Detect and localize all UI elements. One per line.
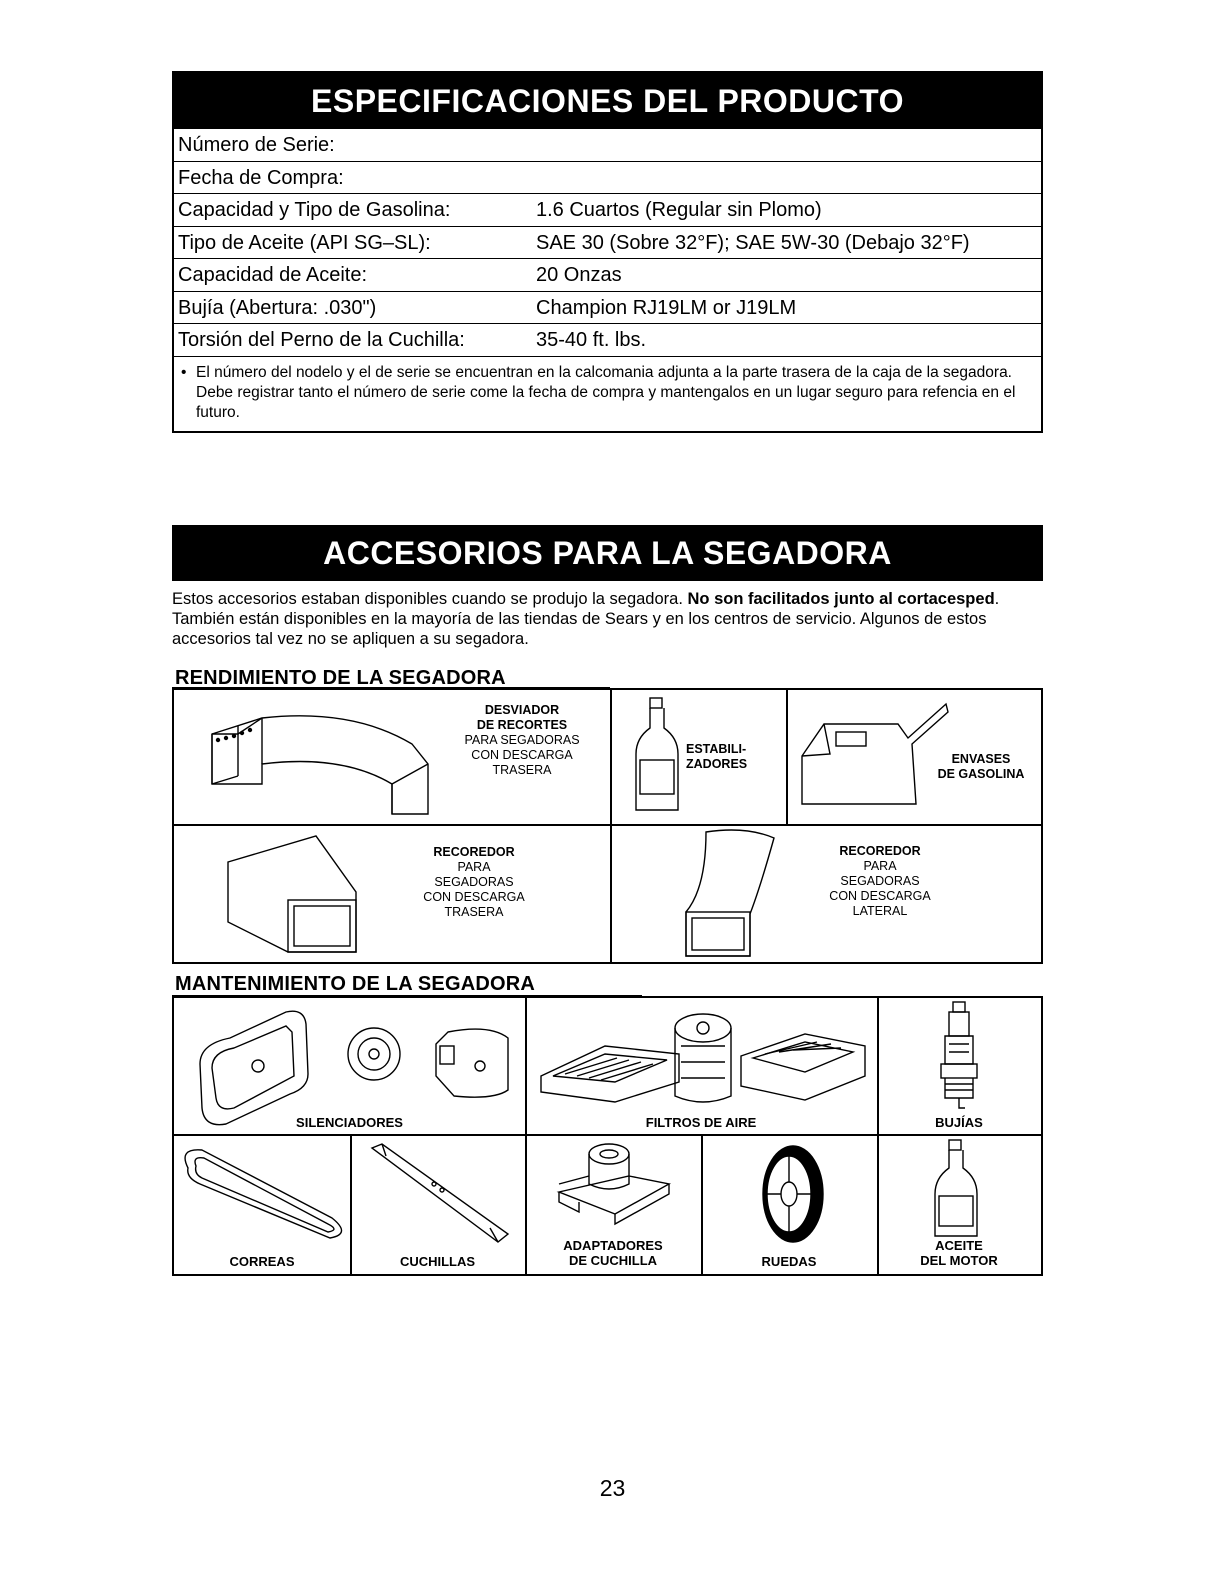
side-bag-label xyxy=(810,844,950,919)
accessories-intro xyxy=(172,589,1052,649)
maintenance-heading: MANTENIMIENTO DE LA SEGADORA xyxy=(175,973,536,995)
blade-adapter-icon xyxy=(555,1140,675,1230)
spec-value: SAE 30 (Sobre 32°F); SAE 5W-30 (Debajo 32°F) xyxy=(536,231,970,254)
intro-rest-text: . También están disponibles en la mayoría de las tiendas de Sears y en los centros de servicio. Algunos de estos accesorios tal vez no se apliquen a su segadora. xyxy=(172,590,1000,648)
label-line: CON DESCARGA xyxy=(423,890,525,904)
label-bold: RECOREDOR xyxy=(433,845,515,859)
spec-value xyxy=(536,162,1041,194)
wheel-icon xyxy=(753,1140,833,1250)
spec-note xyxy=(174,356,1041,431)
performance-heading: RENDIMIENTO DE LA SEGADORA xyxy=(175,667,506,689)
engine-oil-label xyxy=(877,1238,1041,1268)
label-line: TRASERA xyxy=(444,905,504,919)
spec-value: 1.6 Cuartos (Regular sin Plomo) xyxy=(536,199,822,221)
part-mufflers xyxy=(174,998,525,1134)
label-line: CON DESCARGA xyxy=(471,748,573,762)
stabilizer-bottle-icon xyxy=(634,698,684,818)
rear-bag-label xyxy=(404,845,544,920)
spec-note-text: El número del nodelo y el de serie se encuentran en la calcomania adjunta a la parte trasera de la caja de la segadora. Debe registrar tanto el número de serie come la fecha de compra y mantengalos en un lugar seguro para refencia en el futuro. xyxy=(196,363,1016,421)
side-bag-icon xyxy=(676,828,786,958)
label-bold: ENVASES xyxy=(951,752,1011,766)
accessories-title: ACCESORIOS PARA LA SEGADORA xyxy=(172,525,1043,581)
page-number: 23 xyxy=(599,1475,626,1501)
bullet-icon: • xyxy=(181,363,187,381)
spec-label: Número de Serie: xyxy=(178,134,335,156)
part-engine-oil xyxy=(877,1134,1041,1274)
part-blades xyxy=(350,1134,525,1274)
blade-adapters-label xyxy=(525,1238,701,1268)
accessory-side-bag xyxy=(610,824,1041,962)
label-line: PARA xyxy=(863,859,897,873)
label-line: CON DESCARGA xyxy=(829,889,931,903)
spec-value: Champion RJ19LM or J19LM xyxy=(536,296,797,319)
accessory-rear-bag xyxy=(174,824,610,962)
belts-label: CORREAS xyxy=(229,1254,295,1269)
muffler-icon xyxy=(190,1004,510,1114)
spec-row-spark-plug xyxy=(174,291,1041,324)
grass-deflector-label xyxy=(442,703,602,778)
label-line: DEL MOTOR xyxy=(920,1253,998,1268)
blade-icon xyxy=(362,1142,512,1252)
spec-row-oil-type xyxy=(174,226,1041,259)
label-bold: ZADORES xyxy=(686,757,748,771)
blades-label: CUCHILLAS xyxy=(399,1254,476,1269)
spec-value: 35-40 ft. lbs. xyxy=(536,329,647,351)
grass-deflector-icon xyxy=(202,704,442,814)
belt-icon xyxy=(180,1144,350,1244)
label-line: ACEITE xyxy=(935,1238,983,1253)
label-line: PARA SEGADORAS xyxy=(464,733,580,747)
maintenance-grid xyxy=(172,996,1043,1276)
label-line: DE CUCHILLA xyxy=(568,1253,658,1268)
spec-label: Fecha de Compra: xyxy=(178,166,344,189)
intro-bold-text: No son facilitados junto al cortacesped xyxy=(687,590,995,608)
spec-label: Bujía (Abertura: .030") xyxy=(178,296,377,319)
label-line: SEGADORAS xyxy=(840,874,920,888)
part-belts xyxy=(174,1134,350,1274)
accessory-gas-can xyxy=(786,690,1041,824)
label-bold: DESVIADOR xyxy=(484,703,560,717)
label-bold: DE GASOLINA xyxy=(937,767,1025,781)
air-filter-icon xyxy=(535,1006,865,1116)
label-line: SEGADORAS xyxy=(434,875,514,889)
wheels-label: RUEDAS xyxy=(761,1254,817,1269)
part-spark-plugs xyxy=(877,998,1041,1134)
spec-row-blade-torque xyxy=(174,323,1041,356)
spark-plug-icon xyxy=(935,1002,985,1112)
part-blade-adapters xyxy=(525,1134,701,1274)
gas-can-label xyxy=(926,752,1036,782)
spec-row-oil-capacity xyxy=(174,258,1041,291)
spec-value: 20 Onzas xyxy=(536,264,622,286)
performance-grid xyxy=(172,688,1043,964)
label-line: LATERAL xyxy=(852,904,908,918)
label-bold: ESTABILI- xyxy=(686,742,747,756)
intro-text: Estos accesorios estaban disponibles cuando se produjo la segadora. xyxy=(172,590,688,608)
stabilizer-label xyxy=(686,742,776,772)
mufflers-label: SILENCIADORES xyxy=(296,1115,403,1130)
spec-row-serial-number xyxy=(174,128,1041,161)
spark-plugs-label: BUJÍAS xyxy=(935,1115,983,1130)
spec-row-fuel xyxy=(174,193,1041,226)
product-specifications-table xyxy=(172,71,1043,433)
air-filters-label: FILTROS DE AIRE xyxy=(645,1115,757,1130)
accessory-fuel-stabilizer xyxy=(610,690,786,824)
rear-bag-icon xyxy=(226,832,376,952)
label-bold: DE RECORTES xyxy=(476,718,568,732)
spec-label: Tipo de Aceite (API SG–SL): xyxy=(178,231,431,254)
label-line: TRASERA xyxy=(492,763,552,777)
part-wheels xyxy=(701,1134,877,1274)
spec-label: Capacidad de Aceite: xyxy=(178,264,368,286)
label-line: ADAPTADORES xyxy=(563,1238,663,1253)
part-air-filters xyxy=(525,998,877,1134)
oil-bottle-icon xyxy=(933,1140,983,1240)
spec-label: Torsión del Perno de la Cuchilla: xyxy=(178,329,465,351)
label-bold: RECOREDOR xyxy=(839,844,921,858)
label-line: PARA xyxy=(457,860,491,874)
spec-label: Capacidad y Tipo de Gasolina: xyxy=(178,199,451,221)
accessory-grass-deflector xyxy=(174,690,610,824)
spec-row-purchase-date xyxy=(174,161,1041,194)
spec-value xyxy=(536,129,1041,161)
specifications-title: ESPECIFICACIONES DEL PRODUCTO xyxy=(174,73,1041,128)
